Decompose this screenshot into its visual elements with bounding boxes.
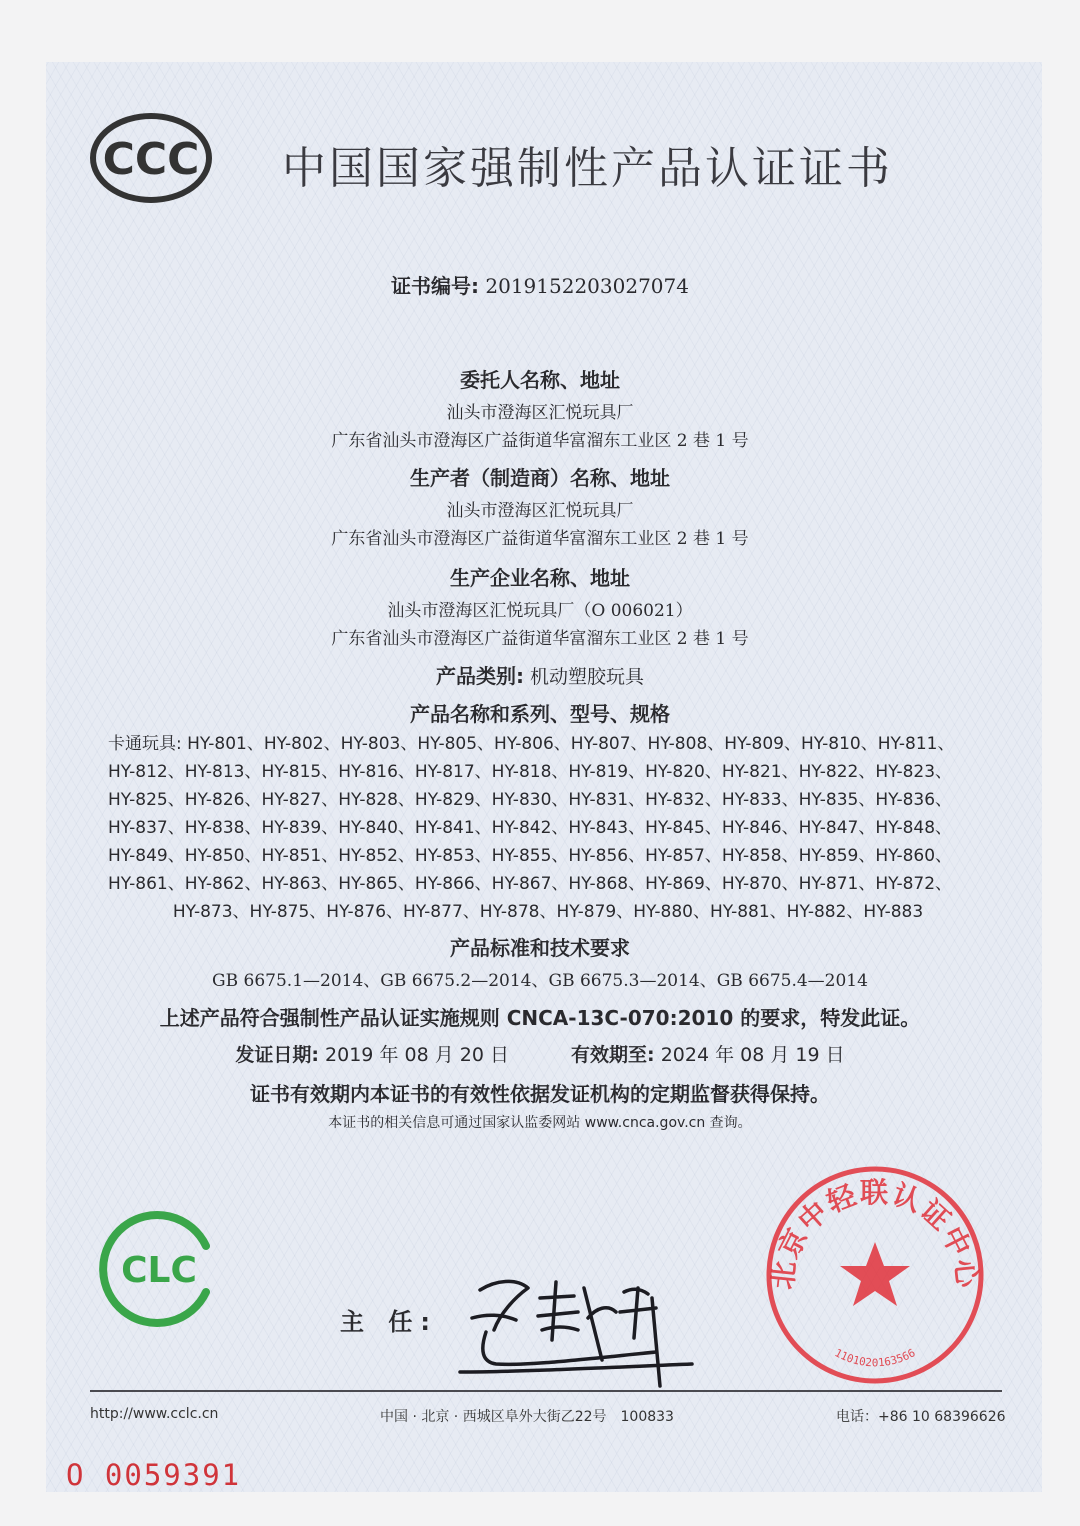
model-row-last: HY-873、HY-875、HY-876、HY-877、HY-878、HY-879、HY-880、HY-881、HY-882、HY-883: [172, 902, 924, 922]
factory-heading: 生产企业名称、地址: [450, 566, 630, 590]
clc-logo-text: CLC: [121, 1250, 197, 1291]
clc-logo-icon: [96, 1206, 222, 1332]
ccc-logo-icon: [88, 112, 214, 204]
footer-divider: [90, 1390, 1002, 1392]
director-signature: [456, 1268, 696, 1392]
standards-value: GB 6675.1—2014、GB 6675.2—2014、GB 6675.3—2014、GB 6675.4—2014: [212, 971, 868, 991]
product-category-label: 产品类别:: [435, 664, 524, 688]
official-seal: [762, 1162, 988, 1388]
ccc-logo-text: CCC: [102, 134, 200, 185]
validity-note: 证书有效期内本证书的有效性依据发证机构的定期监督获得保持。: [250, 1082, 830, 1106]
model-row: 卡通玩具: HY-801、HY-802、HY-803、HY-805、HY-806、HY-807、HY-808、HY-809、HY-810、HY-811、: [108, 734, 955, 754]
serial-number: O 0059391: [66, 1458, 242, 1492]
query-note: 本证书的相关信息可通过国家认监委网站 www.cnca.gov.cn 查询。: [328, 1115, 752, 1131]
product-models-list: [108, 730, 988, 926]
issue-date-value: 2019 年 08 月 20 日: [325, 1044, 509, 1066]
seal-text: 北京中轻联认证中心: [766, 1175, 984, 1291]
standards-heading: 产品标准和技术要求: [450, 936, 630, 960]
director-label: 主 任:: [340, 1308, 438, 1336]
certificate-number: [0, 270, 1080, 299]
footer-phone: 电话：+86 10 68396626: [836, 1409, 1006, 1425]
issue-date-label: 发证日期:: [235, 1044, 319, 1066]
expiry-date-value: 2024 年 08 月 19 日: [660, 1044, 845, 1066]
compliance-statement: 上述产品符合强制性产品认证实施规则 CNCA-13C-070:2010 的要求，特发此证。: [159, 1006, 921, 1030]
certificate-dates: [0, 1040, 1080, 1067]
model-row: HY-812、HY-813、HY-815、HY-816、HY-817、HY-818、HY-819、HY-820、HY-821、HY-822、HY-823、: [108, 762, 953, 782]
applicant-name: 汕头市澄海区汇悦玩具厂: [446, 403, 634, 423]
footer-address: 中国 · 北京 · 西城区阜外大街乙22号 100833: [380, 1409, 674, 1425]
factory-address: 广东省汕头市澄海区广益街道华富溜东工业区 2 巷 1 号: [331, 629, 749, 649]
model-row: HY-825、HY-826、HY-827、HY-828、HY-829、HY-830、HY-831、HY-832、HY-833、HY-835、HY-836、: [108, 790, 953, 810]
certificate-number-value: 2019152203027074: [485, 274, 689, 298]
manufacturer-address: 广东省汕头市澄海区广益街道华富溜东工业区 2 巷 1 号: [331, 529, 749, 549]
seal-code: 1101020163566: [832, 1346, 918, 1370]
applicant-address: 广东省汕头市澄海区广益街道华富溜东工业区 2 巷 1 号: [331, 431, 749, 451]
manufacturer-heading: 生产者（制造商）名称、地址: [410, 466, 670, 490]
model-row: HY-837、HY-838、HY-839、HY-840、HY-841、HY-842、HY-843、HY-845、HY-846、HY-847、HY-848、: [108, 818, 953, 838]
manufacturer-name: 汕头市澄海区汇悦玩具厂: [446, 501, 634, 521]
expiry-date-label: 有效期至:: [571, 1044, 655, 1066]
certificate-number-label: 证书编号:: [391, 274, 480, 298]
certificate-title: 中国国家强制性产品认证证书: [282, 143, 893, 194]
applicant-heading: 委托人名称、地址: [460, 368, 620, 392]
model-row: HY-861、HY-862、HY-863、HY-865、HY-866、HY-867、HY-868、HY-869、HY-870、HY-871、HY-872、: [108, 874, 953, 894]
factory-name: 汕头市澄海区汇悦玩具厂（O 006021）: [387, 601, 693, 621]
footer-website[interactable]: http://www.cclc.cn: [90, 1406, 219, 1422]
product-category-value: 机动塑胶玩具: [530, 666, 645, 688]
product-models-heading: 产品名称和系列、型号、规格: [410, 702, 670, 726]
model-row: HY-849、HY-850、HY-851、HY-852、HY-853、HY-855、HY-856、HY-857、HY-858、HY-859、HY-860、: [108, 846, 953, 866]
product-category: [0, 660, 1080, 689]
svg-text:1101020163566: [832, 1346, 917, 1369]
